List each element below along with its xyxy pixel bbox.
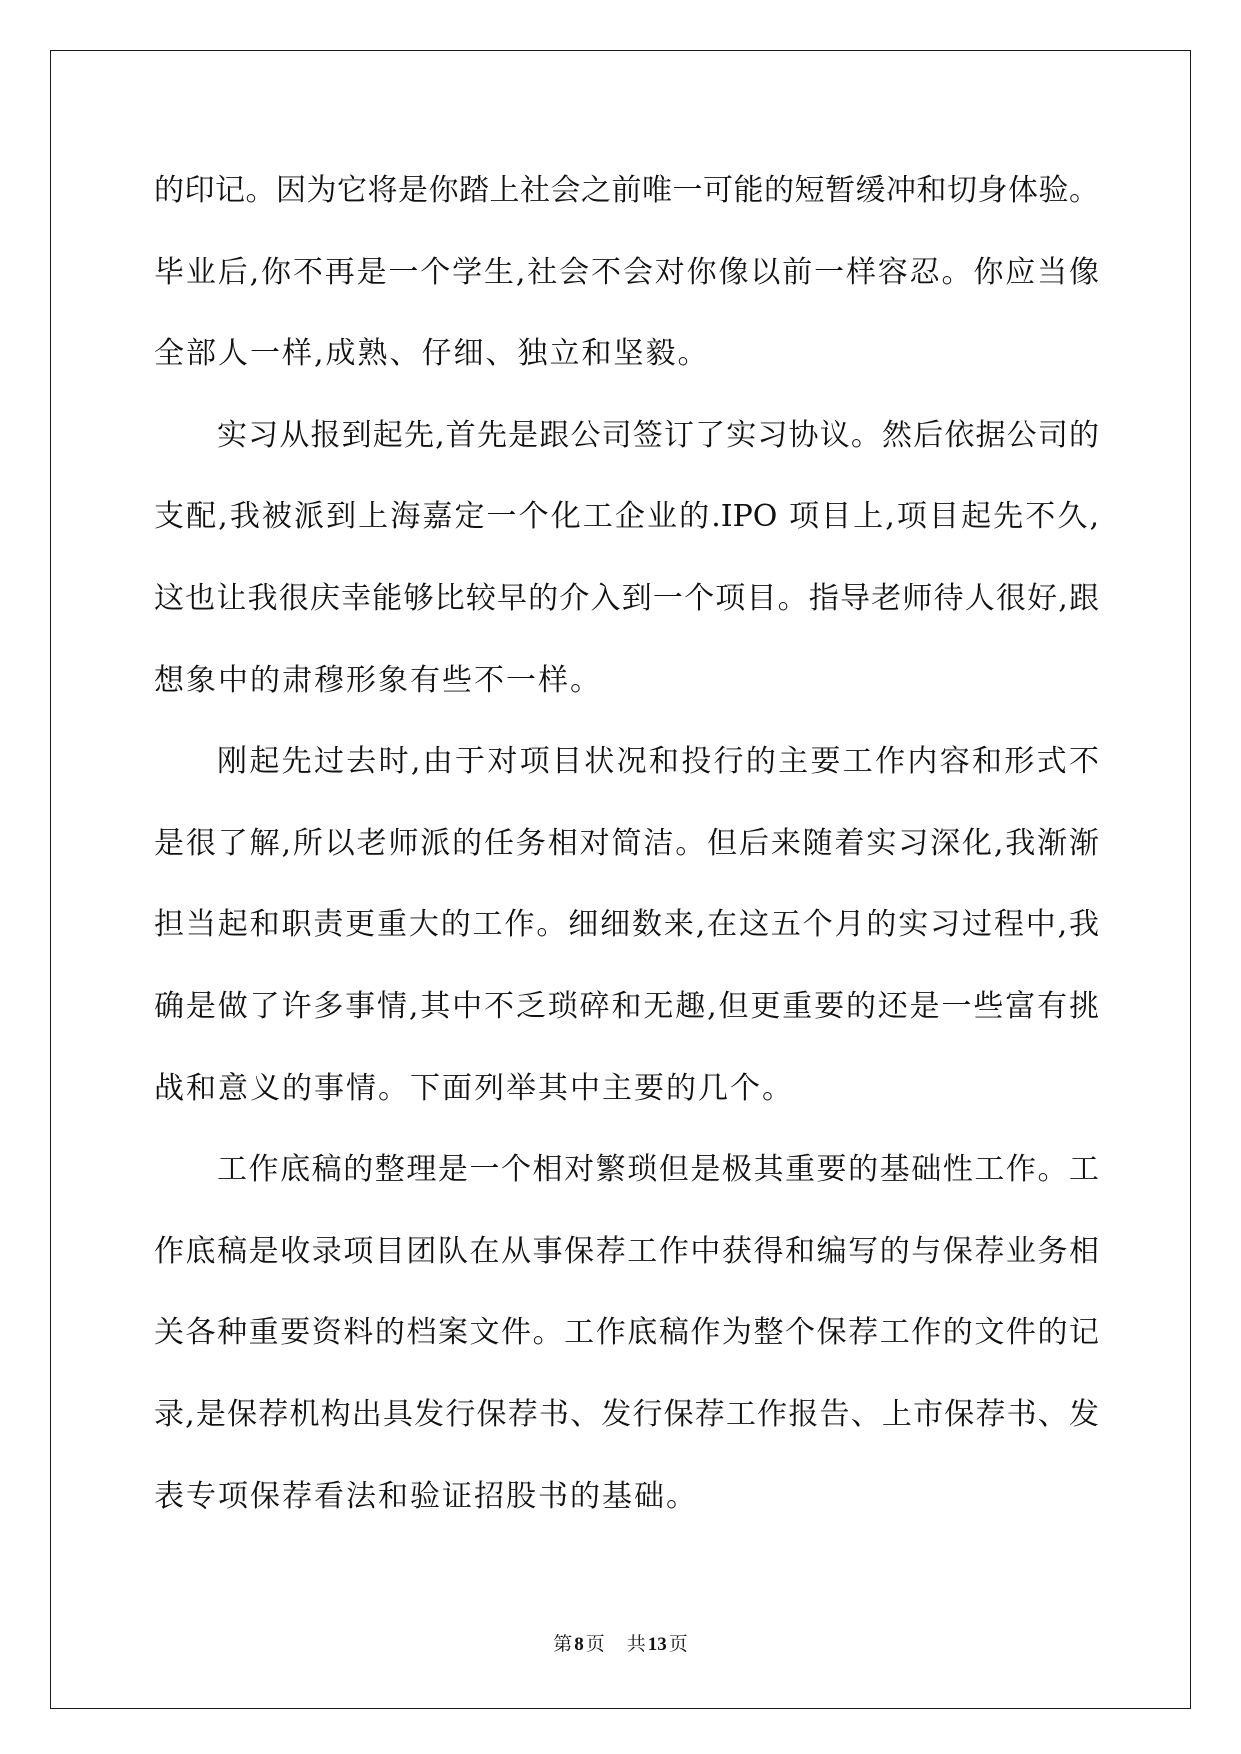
text-line: 工作底稿的整理是一个相对繁琐但是极其重要的基础性工作。工 bbox=[217, 1152, 1099, 1188]
total-prefix: 共 bbox=[626, 1634, 646, 1655]
text-line: 作底稿是收录项目团队在从事保荐工作中获得和编写的与保荐业务相 bbox=[154, 1233, 1099, 1269]
page-suffix: 页 bbox=[585, 1634, 605, 1655]
page-total-label bbox=[627, 1634, 688, 1655]
paragraph bbox=[154, 395, 1099, 721]
text-line: 确是做了许多事情,其中不乏琐碎和无趣,但更重要的还是一些富有挑 bbox=[154, 988, 1099, 1024]
paragraph bbox=[154, 721, 1099, 1129]
page-prefix: 第 bbox=[553, 1634, 573, 1655]
total-pages: 13 bbox=[647, 1634, 667, 1655]
text-line: 这也让我很庆幸能够比较早的介入到一个项目。指导老师待人很好,跟 bbox=[154, 580, 1099, 616]
text-line: 的印记。因为它将是你踏上社会之前唯一可能的短暂缓冲和切身体验。 bbox=[154, 173, 1099, 208]
text-line: 想象中的肃穆形象有些不一样。 bbox=[154, 662, 602, 698]
text-line: 录,是保荐机构出具发行保荐书、发行保荐工作报告、上市保荐书、发 bbox=[154, 1396, 1099, 1432]
text-line: 实习从报到起先,首先是跟公司签订了实习协议。然后依据公司的 bbox=[217, 417, 1099, 453]
page-number: 8 bbox=[574, 1634, 584, 1655]
document-body bbox=[154, 150, 1099, 1537]
page-number-label bbox=[553, 1634, 605, 1655]
text-line: 毕业后,你不再是一个学生,社会不会对你像以前一样容忍。你应当像 bbox=[154, 254, 1099, 290]
text-line: 支配,我被派到上海嘉定一个化工企业的.IPO 项目上,项目起先不久, bbox=[154, 499, 1099, 535]
page-footer bbox=[0, 1632, 1241, 1658]
text-line: 表专项保荐看法和验证招股书的基础。 bbox=[154, 1478, 698, 1514]
paragraph bbox=[154, 1129, 1099, 1537]
total-suffix: 页 bbox=[668, 1634, 688, 1655]
text-line: 全部人一样,成熟、仔细、独立和坚毅。 bbox=[154, 336, 710, 372]
paragraph bbox=[154, 150, 1099, 395]
text-line: 是很了解,所以老师派的任务相对简洁。但后来随着实习深化,我渐渐 bbox=[154, 825, 1099, 861]
text-line: 战和意义的事情。下面列举其中主要的几个。 bbox=[154, 1070, 794, 1106]
text-line: 担当起和职责更重大的工作。细细数来,在这五个月的实习过程中,我 bbox=[154, 907, 1099, 943]
text-line: 刚起先过去时,由于对项目状况和投行的主要工作内容和形式不 bbox=[217, 744, 1099, 780]
text-line: 关各种重要资料的档案文件。工作底稿作为整个保荐工作的文件的记 bbox=[154, 1315, 1099, 1351]
